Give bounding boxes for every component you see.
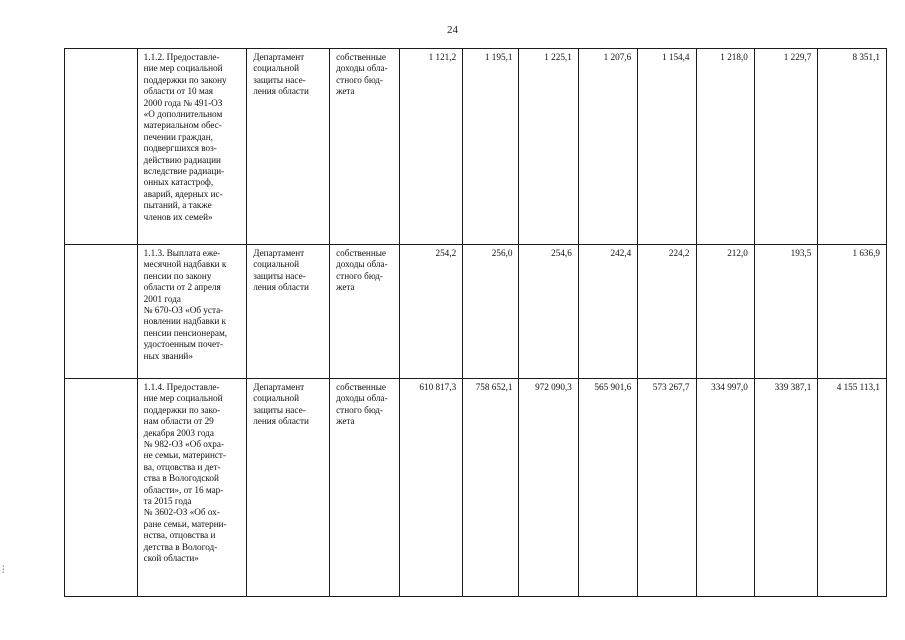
table-row (65, 379, 887, 597)
text-line: ления области (253, 416, 309, 427)
text-line: нам области от 29 (143, 416, 214, 427)
text-line: доходы обла- (336, 259, 388, 270)
text-line: № 3602-ОЗ «Об ох- (143, 507, 220, 518)
empty-cell (65, 49, 138, 245)
funding-source (330, 245, 400, 379)
text-line: 1.1.4. Предоставле- (143, 382, 220, 392)
text-line: аварий, ядерных ис- (143, 188, 223, 199)
funding-source (330, 379, 400, 597)
table-row (65, 245, 887, 379)
measure-description (137, 379, 247, 597)
text-line: 2001 года (143, 293, 181, 304)
text-line: ние мер социальной (143, 393, 223, 404)
value-cell: 339 387,1 (754, 379, 817, 597)
text-line: нства, отцовства и (143, 530, 216, 541)
text-line: защиты насе- (253, 74, 306, 85)
value-cell: 1 154,4 (638, 49, 696, 245)
text-line: жета (336, 416, 355, 427)
text-line: подвергшихся воз- (143, 143, 217, 154)
text-line: стного бюд- (336, 404, 383, 415)
empty-cell (65, 245, 138, 379)
responsible-executor (247, 379, 330, 597)
value-cell: 1 195,1 (463, 49, 519, 245)
measure-description (137, 49, 247, 245)
funding-source (330, 49, 400, 245)
text-line: области от 10 мая (143, 86, 214, 97)
value-cell: 1 207,6 (578, 49, 637, 245)
text-line: пытаний, а также (143, 200, 212, 211)
value-cell: 1 121,2 (399, 49, 462, 245)
text-line: № 670-ОЗ «Об уста- (143, 305, 224, 316)
text-line: собственные (336, 382, 386, 392)
text-line: материальном обес- (143, 120, 222, 131)
text-line: области», от 16 мар- (143, 484, 224, 495)
total-cell: 4 155 113,1 (818, 379, 887, 597)
text-line: социальной (253, 393, 300, 404)
text-line: вследствие радиаци- (143, 166, 225, 177)
text-line: поддержки по закону (143, 74, 227, 85)
text-line: декабря 2003 года (143, 427, 214, 438)
value-cell: 254,6 (519, 245, 578, 379)
text-line: новлении надбавки к (143, 316, 227, 327)
text-line: жета (336, 86, 355, 97)
table-row (65, 49, 887, 245)
text-line: действию радиации (143, 154, 221, 165)
value-cell: 565 901,6 (578, 379, 637, 597)
total-cell: 1 636,9 (818, 245, 887, 379)
text-line: не семьи, материнст- (143, 450, 227, 461)
value-cell: 254,2 (399, 245, 462, 379)
text-line: собственные (336, 52, 386, 62)
value-cell: 573 267,7 (638, 379, 696, 597)
value-cell: 610 817,3 (399, 379, 462, 597)
text-line: ства в Вологодской (143, 473, 219, 484)
text-line: 1.1.3. Выплата еже- (143, 248, 221, 258)
text-line: ва, отцовства и дет- (143, 461, 221, 472)
text-line: доходы обла- (336, 63, 388, 74)
text-line: доходы обла- (336, 393, 388, 404)
value-cell: 212,0 (696, 245, 754, 379)
value-cell: 1 229,7 (754, 49, 817, 245)
value-cell: 1 218,0 (696, 49, 754, 245)
text-line: защиты насе- (253, 270, 306, 281)
text-line: ние мер социальной (143, 63, 223, 74)
measure-description (137, 245, 247, 379)
text-line: месячной надбавки к (143, 259, 227, 270)
text-line: Департамент (253, 248, 305, 258)
text-line: удостоенным почет- (143, 339, 224, 350)
page-number: 24 (447, 24, 458, 36)
value-cell: 972 090,3 (519, 379, 578, 597)
text-line: ления области (253, 282, 309, 293)
value-cell: 256,0 (463, 245, 519, 379)
value-cell: 1 225,1 (519, 49, 578, 245)
text-line: членов их семей» (143, 211, 213, 222)
text-line: стного бюд- (336, 270, 383, 281)
empty-cell (65, 379, 138, 597)
text-line: «О дополнительном (143, 109, 223, 120)
responsible-executor (247, 49, 330, 245)
text-line: ных званий» (143, 350, 193, 361)
text-line: социальной (253, 63, 300, 74)
text-line: № 982-ОЗ «Об охра- (143, 439, 224, 450)
text-line: Департамент (253, 382, 305, 392)
value-cell: 224,2 (638, 245, 696, 379)
text-line: ране семьи, матерни- (143, 518, 227, 529)
text-line: ления области (253, 86, 309, 97)
value-cell: 193,5 (754, 245, 817, 379)
text-line: социальной (253, 259, 300, 270)
text-line: 1.1.2. Предоставле- (143, 52, 220, 62)
text-line: собственные (336, 248, 386, 258)
margin-mark: ⫶ (2, 565, 4, 576)
total-cell: 8 351,1 (818, 49, 887, 245)
text-line: 2000 года № 491-ОЗ (143, 97, 223, 108)
text-line: пенсии пенсионерам, (143, 327, 228, 338)
text-line: та 2015 года (143, 496, 192, 507)
text-line: области от 2 апреля (143, 282, 221, 293)
text-line: онных катастроф, (143, 177, 214, 188)
text-line: ской области» (143, 553, 199, 564)
responsible-executor (247, 245, 330, 379)
text-line: жета (336, 282, 355, 293)
value-cell: 334 997,0 (696, 379, 754, 597)
text-line: детства в Вологод- (143, 541, 218, 552)
text-line: стного бюд- (336, 74, 383, 85)
value-cell: 758 652,1 (463, 379, 519, 597)
budget-table (64, 48, 887, 597)
value-cell: 242,4 (578, 245, 637, 379)
text-line: защиты насе- (253, 404, 306, 415)
text-line: поддержки по зако- (143, 404, 221, 415)
text-line: печении граждан, (143, 131, 213, 142)
text-line: пенсии по закону (143, 270, 212, 281)
text-line: Департамент (253, 52, 305, 62)
